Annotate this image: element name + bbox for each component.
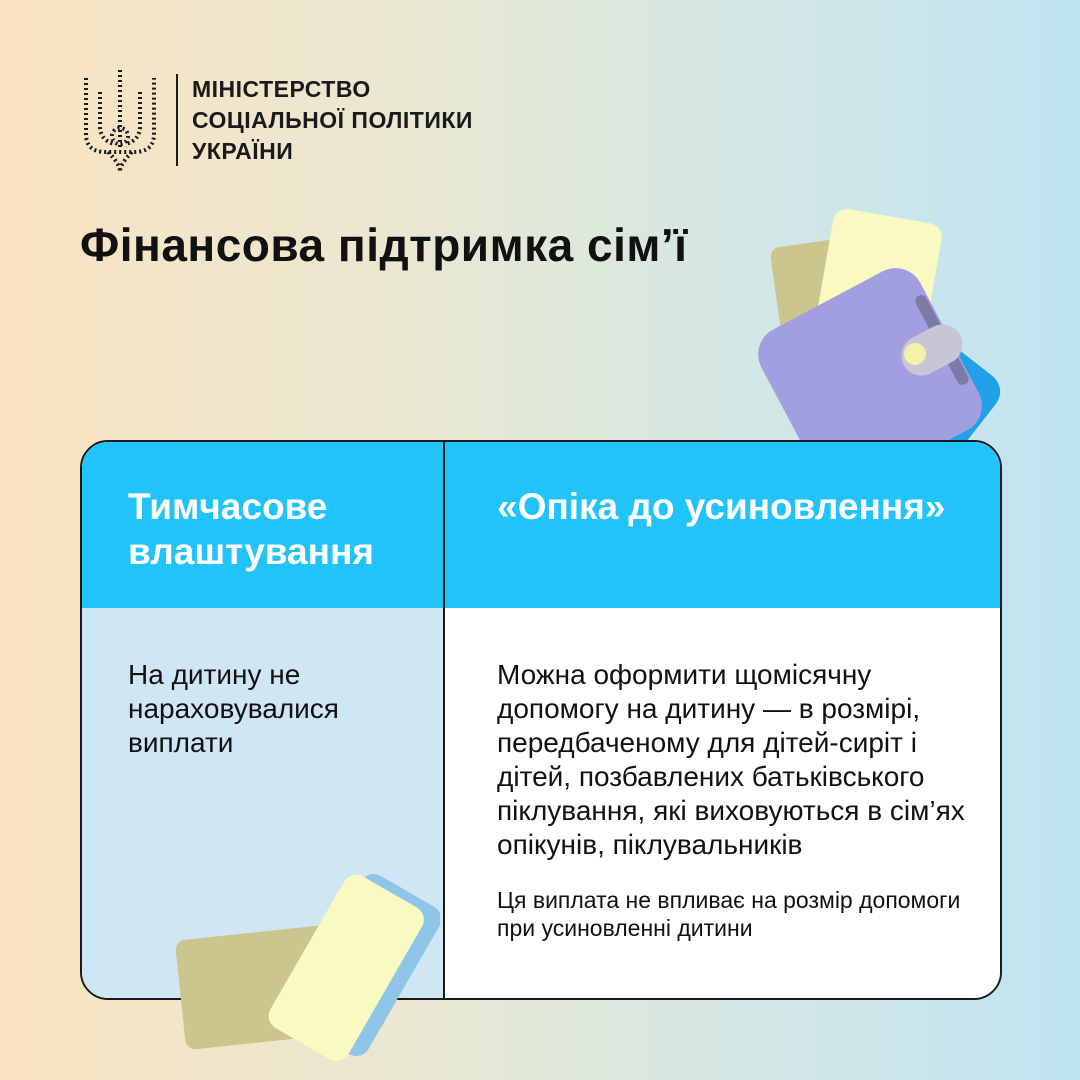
column-body-text: На дитину не нараховувалися виплати <box>128 659 339 758</box>
ministry-name-line-2: СОЦІАЛЬНОЇ ПОЛІТИКИ <box>192 107 473 133</box>
column-body-text: Можна оформити щомісячну допомогу на дитину — в розмірі, передбаченому для дітей-сиріт і дітей, позбавлених батьківського піклування, які виховуються в сім’ях опікунів, піклувальників <box>497 659 965 860</box>
ministry-logo <box>80 64 500 176</box>
column-header-text: Тимчасове влаштування <box>128 486 374 572</box>
trident-emblem-icon <box>80 64 160 176</box>
column-note-text: Ця виплата не впливає на розмір допомоги при усиновленні дитини <box>497 887 961 941</box>
ministry-name-line-3: УКРАЇНИ <box>192 138 294 164</box>
card-icon <box>170 870 440 1070</box>
column-header <box>82 442 443 608</box>
column-header <box>445 442 1000 608</box>
ministry-name-line-1: МІНІСТЕРСТВО <box>192 76 371 102</box>
ministry-name <box>192 74 473 167</box>
logo-divider <box>176 74 178 166</box>
page-title: Фінансова підтримка сім’ї <box>80 219 688 271</box>
column-guardianship-before-adoption <box>445 442 1000 998</box>
column-header-text: «Опіка до усиновлення» <box>497 486 946 527</box>
